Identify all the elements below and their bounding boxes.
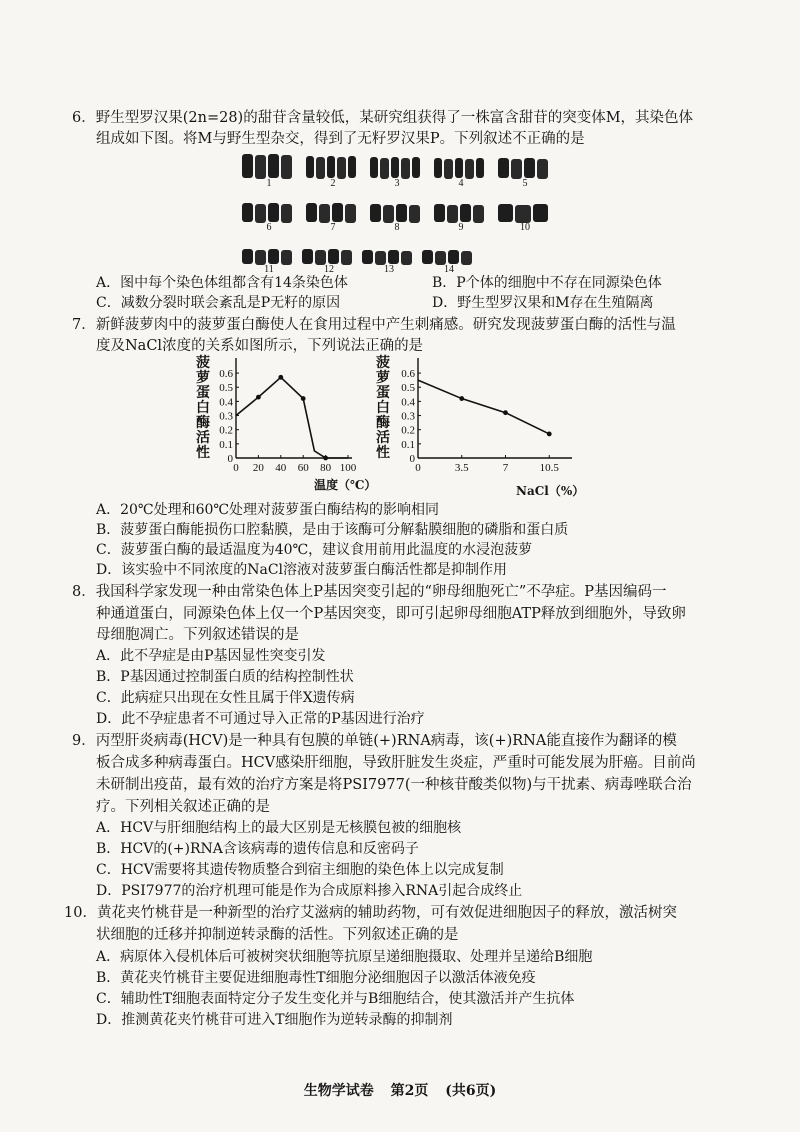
q6-stem-line1: 6．野生型罗汉果(2n=28)的甜苷含量较低，某研究组获得了一株富含甜苷的突变体M，其染色体 (72, 110, 694, 126)
q7-option-b: B．菠萝蛋白酶能损伤口腔黏膜，是由于该酶可分解黏膜细胞的磷脂和蛋白质 (96, 522, 569, 538)
chromosome (281, 250, 292, 265)
data-series-line (418, 380, 549, 434)
chromosome-label: 8 (394, 222, 400, 233)
chromosome-group-6 (238, 196, 298, 236)
y-tick-label: 0 (409, 453, 415, 465)
chromosome (511, 159, 522, 179)
q10-option-d: D．推测黄花夹竹桃苷可进入T细胞作为逆转录酶的抑制剂 (96, 1012, 453, 1028)
q8-stem-line3: 母细胞凋亡。下列叙述错误的是 (96, 627, 299, 643)
chromosome-group-11 (238, 238, 298, 278)
q6-option-a: A．图中每个染色体组都含有14条染色体 (96, 275, 348, 291)
chromosome (498, 158, 509, 178)
chromosome (281, 204, 292, 223)
chromosome (444, 159, 452, 179)
chromosome (460, 204, 471, 222)
chromosome-label: 6 (266, 222, 272, 233)
data-series-line (236, 377, 348, 458)
chromosome-label: 1 (266, 178, 272, 189)
data-point (547, 432, 552, 437)
chromosome (383, 205, 394, 223)
chromosome (434, 158, 442, 178)
chromosome (268, 203, 279, 222)
chromosome (388, 250, 399, 264)
chromosome (348, 156, 356, 178)
q6-option-d: D．野生型罗汉果和M存在生殖隔离 (432, 295, 654, 311)
data-point (323, 456, 328, 461)
chart1-xlabel: 温度（℃） (314, 478, 377, 492)
q7-option-c: C．菠萝蛋白酶的最适温度为40℃，建议食用前用此温度的水浸泡菠萝 (96, 542, 533, 558)
y-tick-label: 0.6 (401, 368, 415, 381)
chromosome (461, 251, 472, 265)
chromosome-group-12 (298, 238, 358, 278)
chromosome (476, 158, 484, 178)
x-tick-label: 100 (339, 462, 357, 474)
y-tick-label: 0.2 (219, 424, 233, 437)
chart2-ylabel: 菠 萝 蛋 白 酶 活 性 (376, 355, 390, 461)
chromosome-label: 9 (458, 222, 464, 233)
q6-stem-line2: 组成如下图。将M与野生型杂交，得到了无籽罗汉果P。下列叙述不正确的是 (96, 131, 585, 147)
x-tick-label: 80 (320, 462, 332, 474)
footer-page: 第2页 (390, 1083, 429, 1099)
chromosome-label: 13 (384, 264, 394, 275)
chromosome (337, 157, 345, 179)
chromosome-label: 11 (264, 264, 274, 275)
chromosome-group-9 (430, 196, 490, 236)
chromosome-label: 7 (330, 222, 336, 233)
chromosome (281, 155, 292, 179)
chromosome-group-7 (302, 196, 362, 236)
chromosome (268, 154, 279, 178)
chromosome-group-10 (494, 196, 554, 236)
q9-option-a: A．HCV与肝细胞结构上的最大区别是无核膜包被的细胞核 (96, 820, 462, 836)
chromosome (319, 204, 330, 223)
nacl-chart (392, 356, 578, 476)
karyotype-figure (238, 152, 558, 275)
y-tick-label: 0.1 (219, 438, 233, 451)
chromosome (341, 250, 352, 265)
q10-stem-line1: 10．黄花夹竹桃苷是一种新型的治疗艾滋病的辅助药物，可有效促进细胞因子的释放，激活树突 (64, 905, 677, 921)
q7-option-d: D．该实验中不同浓度的NaCl溶液对菠萝蛋白酶活性都是抑制作用 (96, 562, 508, 578)
q9-stem-line2: 板合成多种病毒蛋白。HCV感染肝细胞，导致肝脏发生炎症，严重时可能发展为肝癌。目前尚 (96, 755, 696, 771)
chromosome-group-1 (238, 152, 298, 192)
q10-stem-line2: 状细胞的迁移并抑制逆转录酶的活性。下列叙述正确的是 (96, 927, 459, 943)
chromosome (242, 203, 253, 222)
q9-stem-line1: 9．丙型肝炎病毒(HCV)是一种具有包膜的单链(+)RNA病毒，该(+)RNA能直接作为翻译的模 (72, 733, 677, 749)
chart2-xlabel: NaCl（%） (516, 484, 585, 498)
x-tick-label: 0 (233, 462, 239, 474)
q9-option-c: C．HCV需要将其遗传物质整合到宿主细胞的染色体上以完成复制 (96, 862, 504, 878)
chromosome (435, 251, 446, 265)
y-tick-label: 0.1 (401, 438, 415, 451)
y-tick-label: 0.3 (219, 410, 233, 423)
chromosome-label: 10 (520, 222, 530, 233)
x-tick-label: 40 (275, 462, 287, 474)
chromosome (401, 251, 412, 265)
chromosome (396, 204, 407, 222)
q9-stem-line4: 疗。下列相关叙述正确的是 (96, 799, 270, 815)
q6-option-b: B．P个体的细胞中不存在同源染色体 (432, 275, 662, 291)
chromosome (533, 204, 548, 222)
x-tick-label: 10.5 (539, 462, 559, 474)
chromosome (345, 204, 356, 223)
footer-subject: 生物学试卷 (303, 1083, 374, 1099)
chromosome (515, 205, 530, 223)
chromosome (268, 249, 279, 264)
q9-option-d: D．PSI7977的治疗机理可能是作为合成原料掺入RNA引起合成终止 (96, 883, 523, 899)
data-point (301, 396, 306, 401)
chromosome (255, 204, 266, 223)
q8-stem-line1: 8．我国科学家发现一种由常染色体上P基因突变引起的“卵母细胞死亡”不孕症。P基因编码一 (72, 584, 667, 600)
q9-stem-line3: 未研制出疫苗，最有效的治疗方案是将PSI7977(一种核苷酸类似物)与干扰素、病毒唑联合治 (96, 777, 692, 793)
chromosome (332, 203, 343, 222)
q10-option-c: C．辅助性T细胞表面特定分子发生变化并与B细胞结合，使其激活并产生抗体 (96, 991, 575, 1007)
data-point (503, 410, 508, 415)
x-tick-label: 3.5 (454, 462, 469, 474)
data-point (256, 395, 261, 400)
y-tick-label: 0.5 (401, 382, 415, 395)
chromosome (306, 203, 317, 222)
chromosome (370, 204, 381, 222)
data-point (459, 396, 464, 401)
chromosome (455, 158, 463, 178)
chromosome (255, 250, 266, 265)
y-tick-label: 0.4 (219, 396, 233, 409)
chromosome (315, 250, 326, 265)
chromosome (380, 158, 388, 179)
x-tick-label: 60 (297, 462, 309, 474)
q6-option-c: C．减数分裂时联会紊乱是P无籽的原因 (96, 295, 341, 311)
y-tick-label: 0 (227, 453, 233, 465)
chromosome (306, 156, 314, 178)
chromosome (537, 159, 548, 179)
data-point (278, 375, 283, 380)
chromosome (447, 205, 458, 223)
chromosome (370, 157, 378, 178)
y-tick-label: 0.2 (401, 424, 415, 437)
q8-stem-line2: 种通道蛋白，同源染色体上仅一个P基因突变，即可引起卵母细胞ATP释放到细胞外，导致卵 (96, 606, 686, 622)
y-tick-label: 0.4 (401, 396, 415, 409)
chromosome (465, 159, 473, 179)
chromosome (422, 250, 433, 264)
chart1-ylabel: 菠 萝 蛋 白 酶 活 性 (196, 355, 210, 461)
q7-stem-line1: 7．新鲜菠萝肉中的菠萝蛋白酶使人在食用过程中产生刺痛感。研究发现菠萝蛋白酶的活性与温 (72, 317, 676, 333)
chromosome-label: 14 (444, 264, 454, 275)
chromosome (328, 249, 339, 264)
chromosome (473, 205, 484, 223)
chromosome (255, 155, 266, 179)
q7-stem-line2: 度及NaCl浓度的关系如图所示，下列说法正确的是 (96, 338, 424, 354)
x-tick-label: 20 (252, 462, 264, 474)
chromosome-label: 2 (330, 178, 336, 189)
chromosome-group-5 (494, 152, 554, 192)
q10-option-b: B．黄花夹竹桃苷主要促进细胞毒性T细胞分泌细胞因子以激活体液免疫 (96, 970, 536, 986)
chromosome-group-14 (418, 238, 478, 278)
temperature-chart (210, 356, 370, 476)
q8-option-d: D．此不孕症患者不可通过导入正常的P基因进行治疗 (96, 711, 425, 727)
chromosome (409, 205, 420, 223)
chromosome (401, 158, 409, 179)
q8-option-c: C．此病症只出现在女性且属于伴X遗传病 (96, 690, 355, 706)
chromosome (498, 204, 513, 222)
chromosome (316, 157, 324, 179)
x-tick-label: 7 (502, 462, 509, 474)
q8-option-a: A．此不孕症是由P基因显性突变引发 (96, 648, 326, 664)
chromosome-group-3 (366, 152, 426, 192)
chromosome-group-4 (430, 152, 490, 192)
chromosome-label: 5 (522, 178, 528, 189)
chromosome (524, 158, 535, 178)
y-tick-label: 0.3 (401, 410, 415, 423)
q9-option-b: B．HCV的(+)RNA含该病毒的遗传信息和反密码子 (96, 841, 419, 857)
chromosome (434, 204, 445, 222)
chromosome-group-8 (366, 196, 426, 236)
chromosome (412, 157, 420, 178)
footer-total: (共6页) (445, 1083, 497, 1099)
q8-option-b: B．P基因通过控制蛋白质的结构控制性状 (96, 669, 354, 685)
page-footer (0, 1080, 800, 1100)
chromosome-label: 4 (458, 178, 464, 189)
chromosome-label: 3 (394, 178, 400, 189)
y-tick-label: 0.5 (219, 382, 233, 395)
chromosome (391, 157, 399, 178)
chromosome-group-13 (358, 238, 418, 278)
chromosome (448, 250, 459, 264)
x-tick-label: 0 (415, 462, 421, 474)
q10-option-a: A．病原体入侵机体后可被树突状细胞等抗原呈递细胞摄取、处理并呈递给B细胞 (96, 949, 593, 965)
q7-option-a: A．20℃处理和60℃处理对菠萝蛋白酶结构的影响相同 (96, 502, 440, 518)
chromosome (327, 156, 335, 178)
y-tick-label: 0.6 (219, 368, 233, 381)
chromosome (375, 251, 386, 265)
chromosome (362, 250, 373, 264)
chromosome (302, 249, 313, 264)
chromosome-group-2 (302, 152, 362, 192)
chromosome-label: 12 (324, 264, 334, 275)
chromosome (242, 249, 253, 264)
chromosome (242, 154, 253, 178)
